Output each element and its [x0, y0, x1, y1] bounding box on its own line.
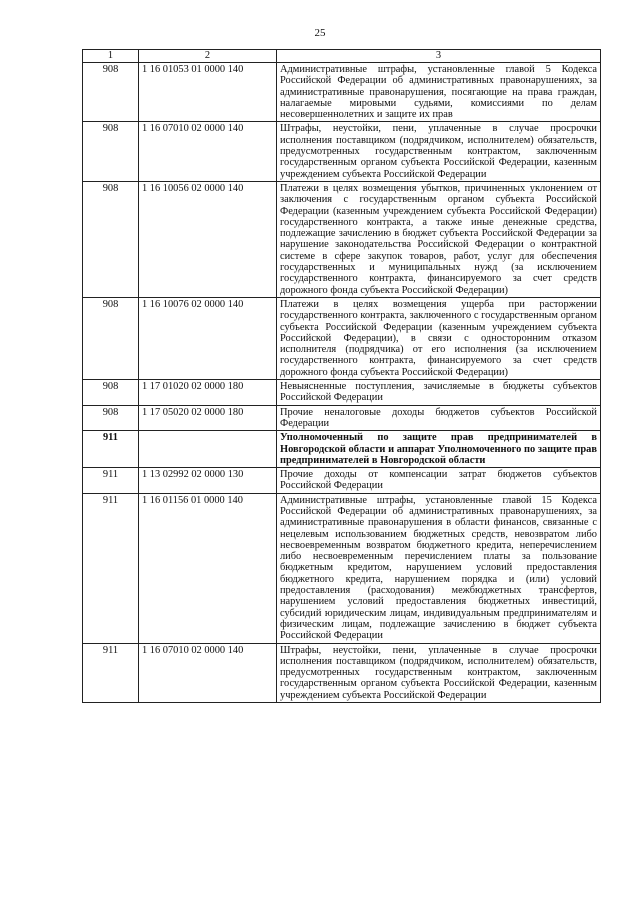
table-row: [83, 380, 601, 406]
table-row: [83, 468, 601, 494]
budget-code-cell: 1 16 01053 01 0000 140: [139, 63, 277, 122]
table-row: [83, 181, 601, 297]
income-description-cell: Платежи в целях возмещения ущерба при расторжении государственного контракта, заключенного с государственным органом субъекта Российской Федерации (казенным учреждением субъекта Российской Федерации), в связи с односторонним отказом исполнителя (подрядчика) от его исполнения (за исключением государственного контракта, финансируемого за счет средств дорожного фонда субъекта Российской Федерации): [277, 297, 601, 379]
budget-classification-table: [82, 49, 601, 703]
income-description-cell: Невыясненные поступления, зачисляемые в бюджеты субъектов Российской Федерации: [277, 380, 601, 406]
admin-code-cell: 908: [83, 181, 139, 297]
budget-code-cell: 1 16 10056 02 0000 140: [139, 181, 277, 297]
admin-code-cell: 908: [83, 380, 139, 406]
budget-code-cell: 1 13 02992 02 0000 130: [139, 468, 277, 494]
table-body: [83, 63, 601, 703]
income-description-cell: Уполномоченный по защите прав предпринимателей в Новгородской области и аппарат Уполномоченного по защите прав предпринимателей в Новгородской области: [277, 431, 601, 468]
income-description-cell: Прочие доходы от компенсации затрат бюджетов субъектов Российской Федерации: [277, 468, 601, 494]
admin-code-cell: 911: [83, 468, 139, 494]
income-description-cell: Административные штрафы, установленные главой 5 Кодекса Российской Федерации об административных правонарушениях, за административные правонарушения, посягающие на права граждан, налагаемые мировыми судьями, комиссиями по делам несовершеннолетних и защите их прав: [277, 63, 601, 122]
column-number-1: 1: [83, 50, 139, 63]
budget-code-cell: [139, 431, 277, 468]
admin-code-cell: 908: [83, 63, 139, 122]
admin-code-cell: 911: [83, 493, 139, 643]
admin-code-cell: 908: [83, 122, 139, 181]
income-description-cell: Административные штрафы, установленные главой 15 Кодекса Российской Федерации об административных правонарушениях, за административные правонарушения в области финансов, связанные с нецелевым использованием бюджетных средств, невозвратом либо несвоевременным возвратом бюджетного кредита, неперечислением либо несвоевременным перечислением платы за пользование бюджетным кредитом, нарушением условий предоставления бюджетного кредита, нарушением порядка и (или) условий предоставления (расходования) межбюджетных трансфертов, нарушением условий предоставления бюджетных инвестиций, субсидий юридическим лицам, индивидуальным предпринимателям и физическим лицам, подлежащие зачислению в бюджет субъекта Российской Федерации: [277, 493, 601, 643]
budget-code-cell: 1 16 01156 01 0000 140: [139, 493, 277, 643]
table-row: [83, 63, 601, 122]
column-number-row: [83, 50, 601, 63]
admin-code-cell: 911: [83, 643, 139, 702]
budget-code-cell: 1 16 07010 02 0000 140: [139, 643, 277, 702]
budget-code-cell: 1 16 07010 02 0000 140: [139, 122, 277, 181]
page-number: 25: [314, 27, 326, 39]
table-row: [83, 405, 601, 431]
admin-code-cell: 908: [83, 297, 139, 379]
table-row: [83, 493, 601, 643]
admin-code-cell: 908: [83, 405, 139, 431]
budget-code-cell: 1 17 05020 02 0000 180: [139, 405, 277, 431]
income-description-cell: Штрафы, неустойки, пени, уплаченные в случае просрочки исполнения поставщиком (подрядчиком, исполнителем) обязательств, предусмотренных государственным контрактом, заключенным государственным органом субъекта Российской Федерации, казенным учреждением субъекта Российской Федерации: [277, 643, 601, 702]
budget-code-cell: 1 17 01020 02 0000 180: [139, 380, 277, 406]
table-row: [83, 122, 601, 181]
column-number-3: 3: [277, 50, 601, 63]
table-row: [83, 643, 601, 702]
column-number-2: 2: [139, 50, 277, 63]
budget-code-cell: 1 16 10076 02 0000 140: [139, 297, 277, 379]
income-description-cell: Прочие неналоговые доходы бюджетов субъектов Российской Федерации: [277, 405, 601, 431]
admin-code-cell: 911: [83, 431, 139, 468]
table-row: [83, 297, 601, 379]
income-description-cell: Платежи в целях возмещения убытков, причиненных уклонением от заключения с государственным органом субъекта Российской Федерации (казенным учреждением субъекта Российской Федерации) государственного контракта, а также иные денежные средства, подлежащие зачислению в бюджет субъекта Российской Федерации за нарушение законодательства Российской Федерации о контрактной системе в сфере закупок товаров, работ, услуг для обеспечения государственных и муниципальных нужд (за исключением государственного контракта, финансируемого за счет средств дорожного фонда субъекта Российской Федерации): [277, 181, 601, 297]
table-section-header-row: [83, 431, 601, 468]
income-description-cell: Штрафы, неустойки, пени, уплаченные в случае просрочки исполнения поставщиком (подрядчиком, исполнителем) обязательств, предусмотренных государственным контрактом, заключенным государственным органом субъекта Российской Федерации, казенным учреждением субъекта Российской Федерации: [277, 122, 601, 181]
